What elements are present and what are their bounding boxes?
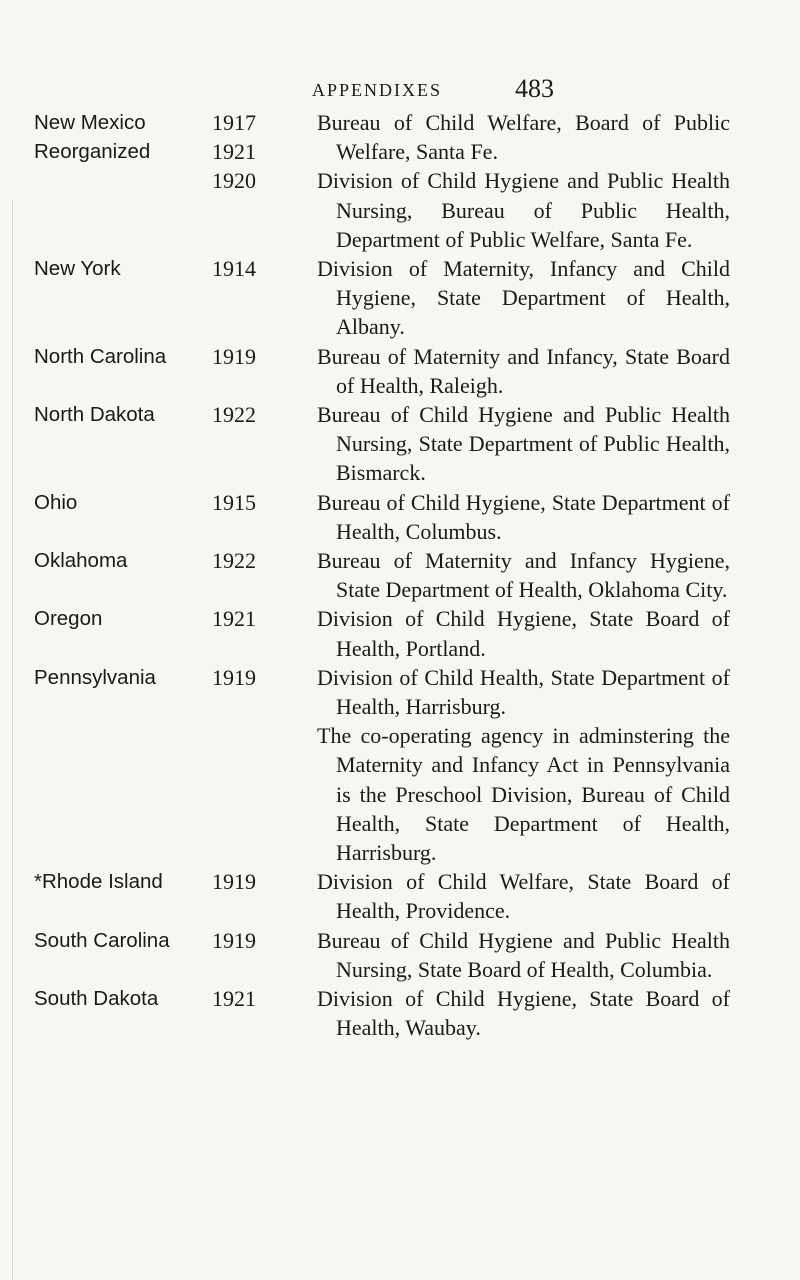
page-number: 483 xyxy=(515,74,554,103)
year-column xyxy=(212,546,256,575)
running-head-title: APPENDIXES xyxy=(312,80,443,100)
entry-oklahoma xyxy=(0,546,800,604)
year-column xyxy=(212,867,256,896)
agency-paragraph: Division of Child Hygiene and Public Health Nursing, Bureau of Public Health, Department of Public Welfare, Santa Fe. xyxy=(317,168,730,252)
state-name: Ohio xyxy=(34,490,78,514)
agency-paragraph: Bureau of Child Welfare, Board of Public Welfare, Santa Fe. xyxy=(317,110,730,165)
year: 1920 xyxy=(212,168,256,194)
year: 1921 xyxy=(212,139,256,165)
year-column xyxy=(212,926,256,955)
entry-north-dakota xyxy=(0,400,800,488)
agency-description xyxy=(298,867,730,925)
year: 1914 xyxy=(212,256,256,282)
entry-south-carolina xyxy=(0,926,800,984)
state-name: Oregon xyxy=(34,607,103,631)
entry-north-carolina xyxy=(0,342,800,400)
year: 1919 xyxy=(212,927,256,953)
agency-paragraph: Bureau of Child Hygiene and Public Health Nursing, State Department of Public Health, Bismarck. xyxy=(317,402,730,486)
entry-ohio xyxy=(0,488,800,546)
agency-description xyxy=(298,926,730,984)
state-name: New Mexico Reorganized xyxy=(34,111,151,164)
state-name: *Rhode Island xyxy=(34,870,163,894)
entry-pennsylvania xyxy=(0,663,800,867)
year: 1921 xyxy=(212,986,256,1012)
state-name: North Carolina xyxy=(34,344,167,368)
agency-paragraph: Division of Child Health, State Department of Health, Harrisburg. xyxy=(317,664,730,720)
state-agency-list xyxy=(0,108,800,1043)
agency-paragraph: Division of Child Hygiene, State Board of Health, Waubay. xyxy=(317,986,730,1041)
agency-paragraph: Bureau of Child Hygiene and Public Health Nursing, State Board of Health, Columbia. xyxy=(317,927,730,982)
running-header xyxy=(0,72,800,112)
year: 1919 xyxy=(212,343,256,369)
agency-description xyxy=(298,254,730,342)
year-column xyxy=(212,488,256,517)
year: 1922 xyxy=(212,548,256,574)
entry-new-york xyxy=(0,254,800,342)
agency-description xyxy=(298,984,730,1042)
state-name: Pennsylvania xyxy=(34,665,156,689)
entry-new-mexico xyxy=(0,108,800,254)
year: 1922 xyxy=(212,402,256,428)
state-note-reorganized: Reorganized xyxy=(34,140,151,164)
agency-description xyxy=(298,342,730,400)
agency-description xyxy=(298,663,730,867)
year: 1915 xyxy=(212,489,256,515)
agency-description xyxy=(298,108,730,254)
agency-paragraph: Bureau of Maternity and Infancy Hygiene, State Department of Health, Oklahoma City. xyxy=(317,548,730,603)
state-name: North Dakota xyxy=(34,403,155,427)
year-column xyxy=(212,400,256,429)
entry-oregon xyxy=(0,604,800,662)
agency-description xyxy=(298,604,730,662)
state-name: South Carolina xyxy=(34,928,170,952)
agency-paragraph: Bureau of Maternity and Infancy, State Board of Health, Raleigh. xyxy=(317,343,730,398)
entry-south-dakota xyxy=(0,984,800,1042)
year: 1921 xyxy=(212,606,256,632)
state-name: Oklahoma xyxy=(34,549,128,573)
year: 1919 xyxy=(212,869,256,895)
entry-rhode-island xyxy=(0,867,800,925)
agency-paragraph: Division of Child Hygiene, State Board of Health, Portland. xyxy=(317,606,730,661)
year-column xyxy=(212,984,256,1013)
agency-paragraph: Bureau of Child Hygiene, State Department of Health, Columbus. xyxy=(317,489,730,544)
agency-description xyxy=(298,488,730,546)
year: 1917 xyxy=(212,110,256,135)
state-name: New York xyxy=(34,257,121,281)
agency-description xyxy=(298,400,730,488)
state-name: South Dakota xyxy=(34,987,159,1011)
agency-paragraph: Division of Maternity, Infancy and Child Hygiene, State Department of Health, Albany. xyxy=(317,256,730,340)
agency-paragraph: The co-operating agency in adminstering the Maternity and Infancy Act in Pennsylvania is the Preschool Division, Bureau of Child Health, State Department of Health, Harrisburg. xyxy=(317,723,730,866)
year-column xyxy=(212,663,256,692)
year-column xyxy=(212,342,256,371)
year-column xyxy=(212,108,256,196)
year-column xyxy=(212,604,256,633)
agency-description xyxy=(298,546,730,604)
year-column xyxy=(212,254,256,283)
agency-paragraph: Division of Child Welfare, State Board of Health, Providence. xyxy=(317,869,730,924)
year: 1919 xyxy=(212,664,256,690)
